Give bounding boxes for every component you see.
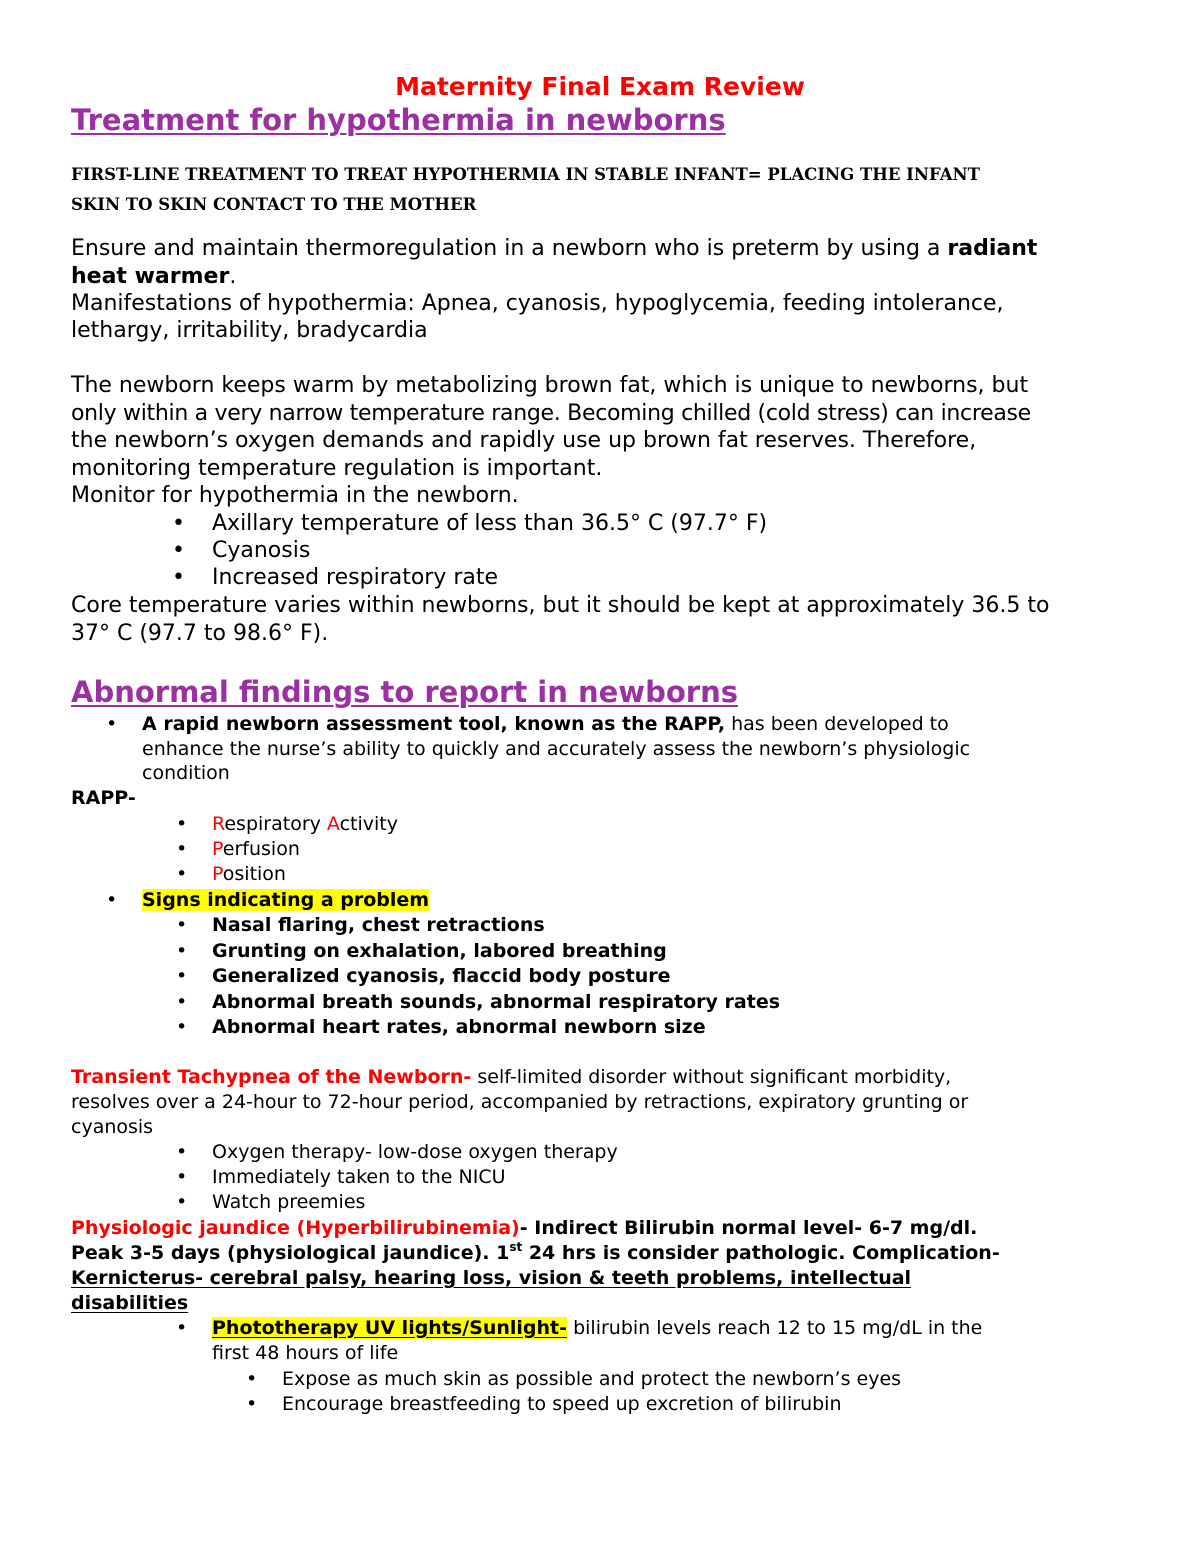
jaundice-line-4: disabilities — [71, 1292, 189, 1314]
bullet-icon: • — [176, 940, 188, 962]
list-item: • Increased respiratory rate — [172, 565, 499, 590]
sign-item: • Abnormal heart rates, abnormal newborn size — [176, 1016, 706, 1038]
jaundice-line-3: Kernicterus- cerebral palsy, hearing loss, vision & teeth problems, intellectual — [71, 1267, 912, 1289]
abnormal-findings-heading: Abnormal findings to report in newborns — [71, 675, 738, 709]
ttn-line-2: resolves over a 24-hour to 72-hour period, accompanied by retractions, expiratory grunting or — [71, 1091, 969, 1113]
bullet-icon: • — [106, 713, 118, 735]
phototherapy-subitem: • Expose as much skin as possible and protect the newborn’s eyes — [246, 1368, 902, 1390]
bullet-icon: • — [176, 838, 188, 860]
rapp-intro-line-3: condition — [142, 762, 230, 784]
ttn-item: • Immediately taken to the NICU — [176, 1166, 506, 1188]
bullet-icon: • — [172, 511, 185, 536]
phototherapy-line-2: first 48 hours of life — [212, 1342, 399, 1364]
bullet-icon: • — [176, 813, 188, 835]
rapp-intro-line-2: enhance the nurse’s ability to quickly and accurately assess the newborn’s physiologic — [142, 738, 971, 760]
sign-item: • Abnormal breath sounds, abnormal respiratory rates — [176, 991, 781, 1013]
bullet-icon: • — [176, 914, 188, 936]
monitor-line: Monitor for hypothermia in the newborn. — [71, 483, 519, 508]
brown-fat-line-1: The newborn keeps warm by metabolizing brown fat, which is unique to newborns, but — [71, 373, 1029, 398]
phototherapy-item: • Phototherapy UV lights/Sunlight- bilirubin levels reach 12 to 15 mg/dL in the — [176, 1317, 983, 1339]
brown-fat-line-4: monitoring temperature regulation is important. — [71, 456, 603, 481]
phototherapy-subitem: • Encourage breastfeeding to speed up excretion of bilirubin — [246, 1393, 842, 1415]
ensure-line-1 — [71, 235, 1037, 262]
bullet-icon: • — [176, 1317, 188, 1339]
rapp-item-position: • Position — [176, 863, 286, 885]
bullet-icon: • — [172, 538, 185, 563]
ttn-name: Transient Tachypnea of the Newborn- — [71, 1066, 472, 1088]
ensure-bold-1: radiant — [947, 236, 1038, 261]
bullet-icon: • — [246, 1393, 258, 1415]
rapp-item-respiratory: • Respiratory Activity — [176, 813, 398, 835]
list-item: • Axillary temperature of less than 36.5° C (97.7° F) — [172, 511, 768, 536]
bullet-icon: • — [106, 889, 118, 911]
bullet-icon: • — [176, 1166, 188, 1188]
brown-fat-line-3: the newborn’s oxygen demands and rapidly use up brown fat reserves. Therefore, — [71, 428, 977, 453]
rapp-intro-line-1: • A rapid newborn assessment tool, known as the RAPP, has been developed to — [106, 713, 949, 735]
bullet-icon: • — [176, 991, 188, 1013]
bullet-icon: • — [176, 1191, 188, 1213]
ensure-line-2 — [71, 263, 236, 290]
bullet-icon: • — [176, 965, 188, 987]
sign-item: • Grunting on exhalation, labored breathing — [176, 940, 667, 962]
ensure-text: Ensure and maintain thermoregulation in a newborn who is preterm by using a — [71, 236, 948, 261]
signs-label-item — [106, 888, 429, 913]
bullet-icon: • — [246, 1368, 258, 1390]
rapp-item-perfusion: • Perfusion — [176, 838, 300, 860]
phototherapy-label: Phototherapy UV lights/Sunlight- — [212, 1317, 568, 1339]
jaundice-line-1: Physiologic jaundice (Hyperbilirubinemia)- Indirect Bilirubin normal level- 6-7 mg/dl. — [71, 1217, 978, 1239]
document-title: Maternity Final Exam Review — [395, 72, 805, 101]
list-item: • Cyanosis — [172, 538, 311, 563]
first-line-text-2: SKIN TO SKIN CONTACT TO THE MOTHER — [71, 195, 477, 214]
core-temp-line-1: Core temperature varies within newborns, but it should be kept at approximately 36.5 to — [71, 593, 1050, 618]
manifestations-line-2: lethargy, irritability, bradycardia — [71, 318, 428, 343]
ttn-item: • Oxygen therapy- low-dose oxygen therapy — [176, 1141, 618, 1163]
bullet-icon: • — [172, 565, 185, 590]
jaundice-name: Physiologic jaundice (Hyperbilirubinemia) — [71, 1217, 520, 1239]
core-temp-line-2: 37° C (97.7 to 98.6° F). — [71, 621, 329, 646]
sign-item: • Nasal flaring, chest retractions — [176, 914, 545, 936]
bullet-icon: • — [176, 1016, 188, 1038]
signs-label: Signs indicating a problem — [142, 889, 430, 911]
ttn-line-1: Transient Tachypnea of the Newborn- self-limited disorder without significant morbidity, — [71, 1066, 952, 1088]
sign-item: • Generalized cyanosis, flaccid body posture — [176, 965, 671, 987]
jaundice-line-2: Peak 3-5 days (physiological jaundice). 1st 24 hrs is consider pathologic. Complication- — [71, 1240, 1000, 1264]
brown-fat-line-2: only within a very narrow temperature range. Becoming chilled (cold stress) can increase — [71, 401, 1031, 426]
ttn-line-3: cyanosis — [71, 1116, 154, 1138]
rapp-label: RAPP- — [71, 787, 136, 809]
first-line-text-1: FIRST-LINE TREATMENT TO TREAT HYPOTHERMIA IN STABLE INFANT= PLACING THE INFANT — [71, 165, 980, 184]
bullet-icon: • — [176, 863, 188, 885]
ensure-end: . — [229, 264, 237, 289]
hypothermia-heading: Treatment for hypothermia in newborns — [71, 103, 726, 137]
manifestations-line-1: Manifestations of hypothermia: Apnea, cyanosis, hypoglycemia, feeding intolerance, — [71, 291, 1004, 316]
ensure-bold-2: heat warmer — [71, 264, 230, 289]
bullet-icon: • — [176, 1141, 188, 1163]
ttn-item: • Watch preemies — [176, 1191, 366, 1213]
